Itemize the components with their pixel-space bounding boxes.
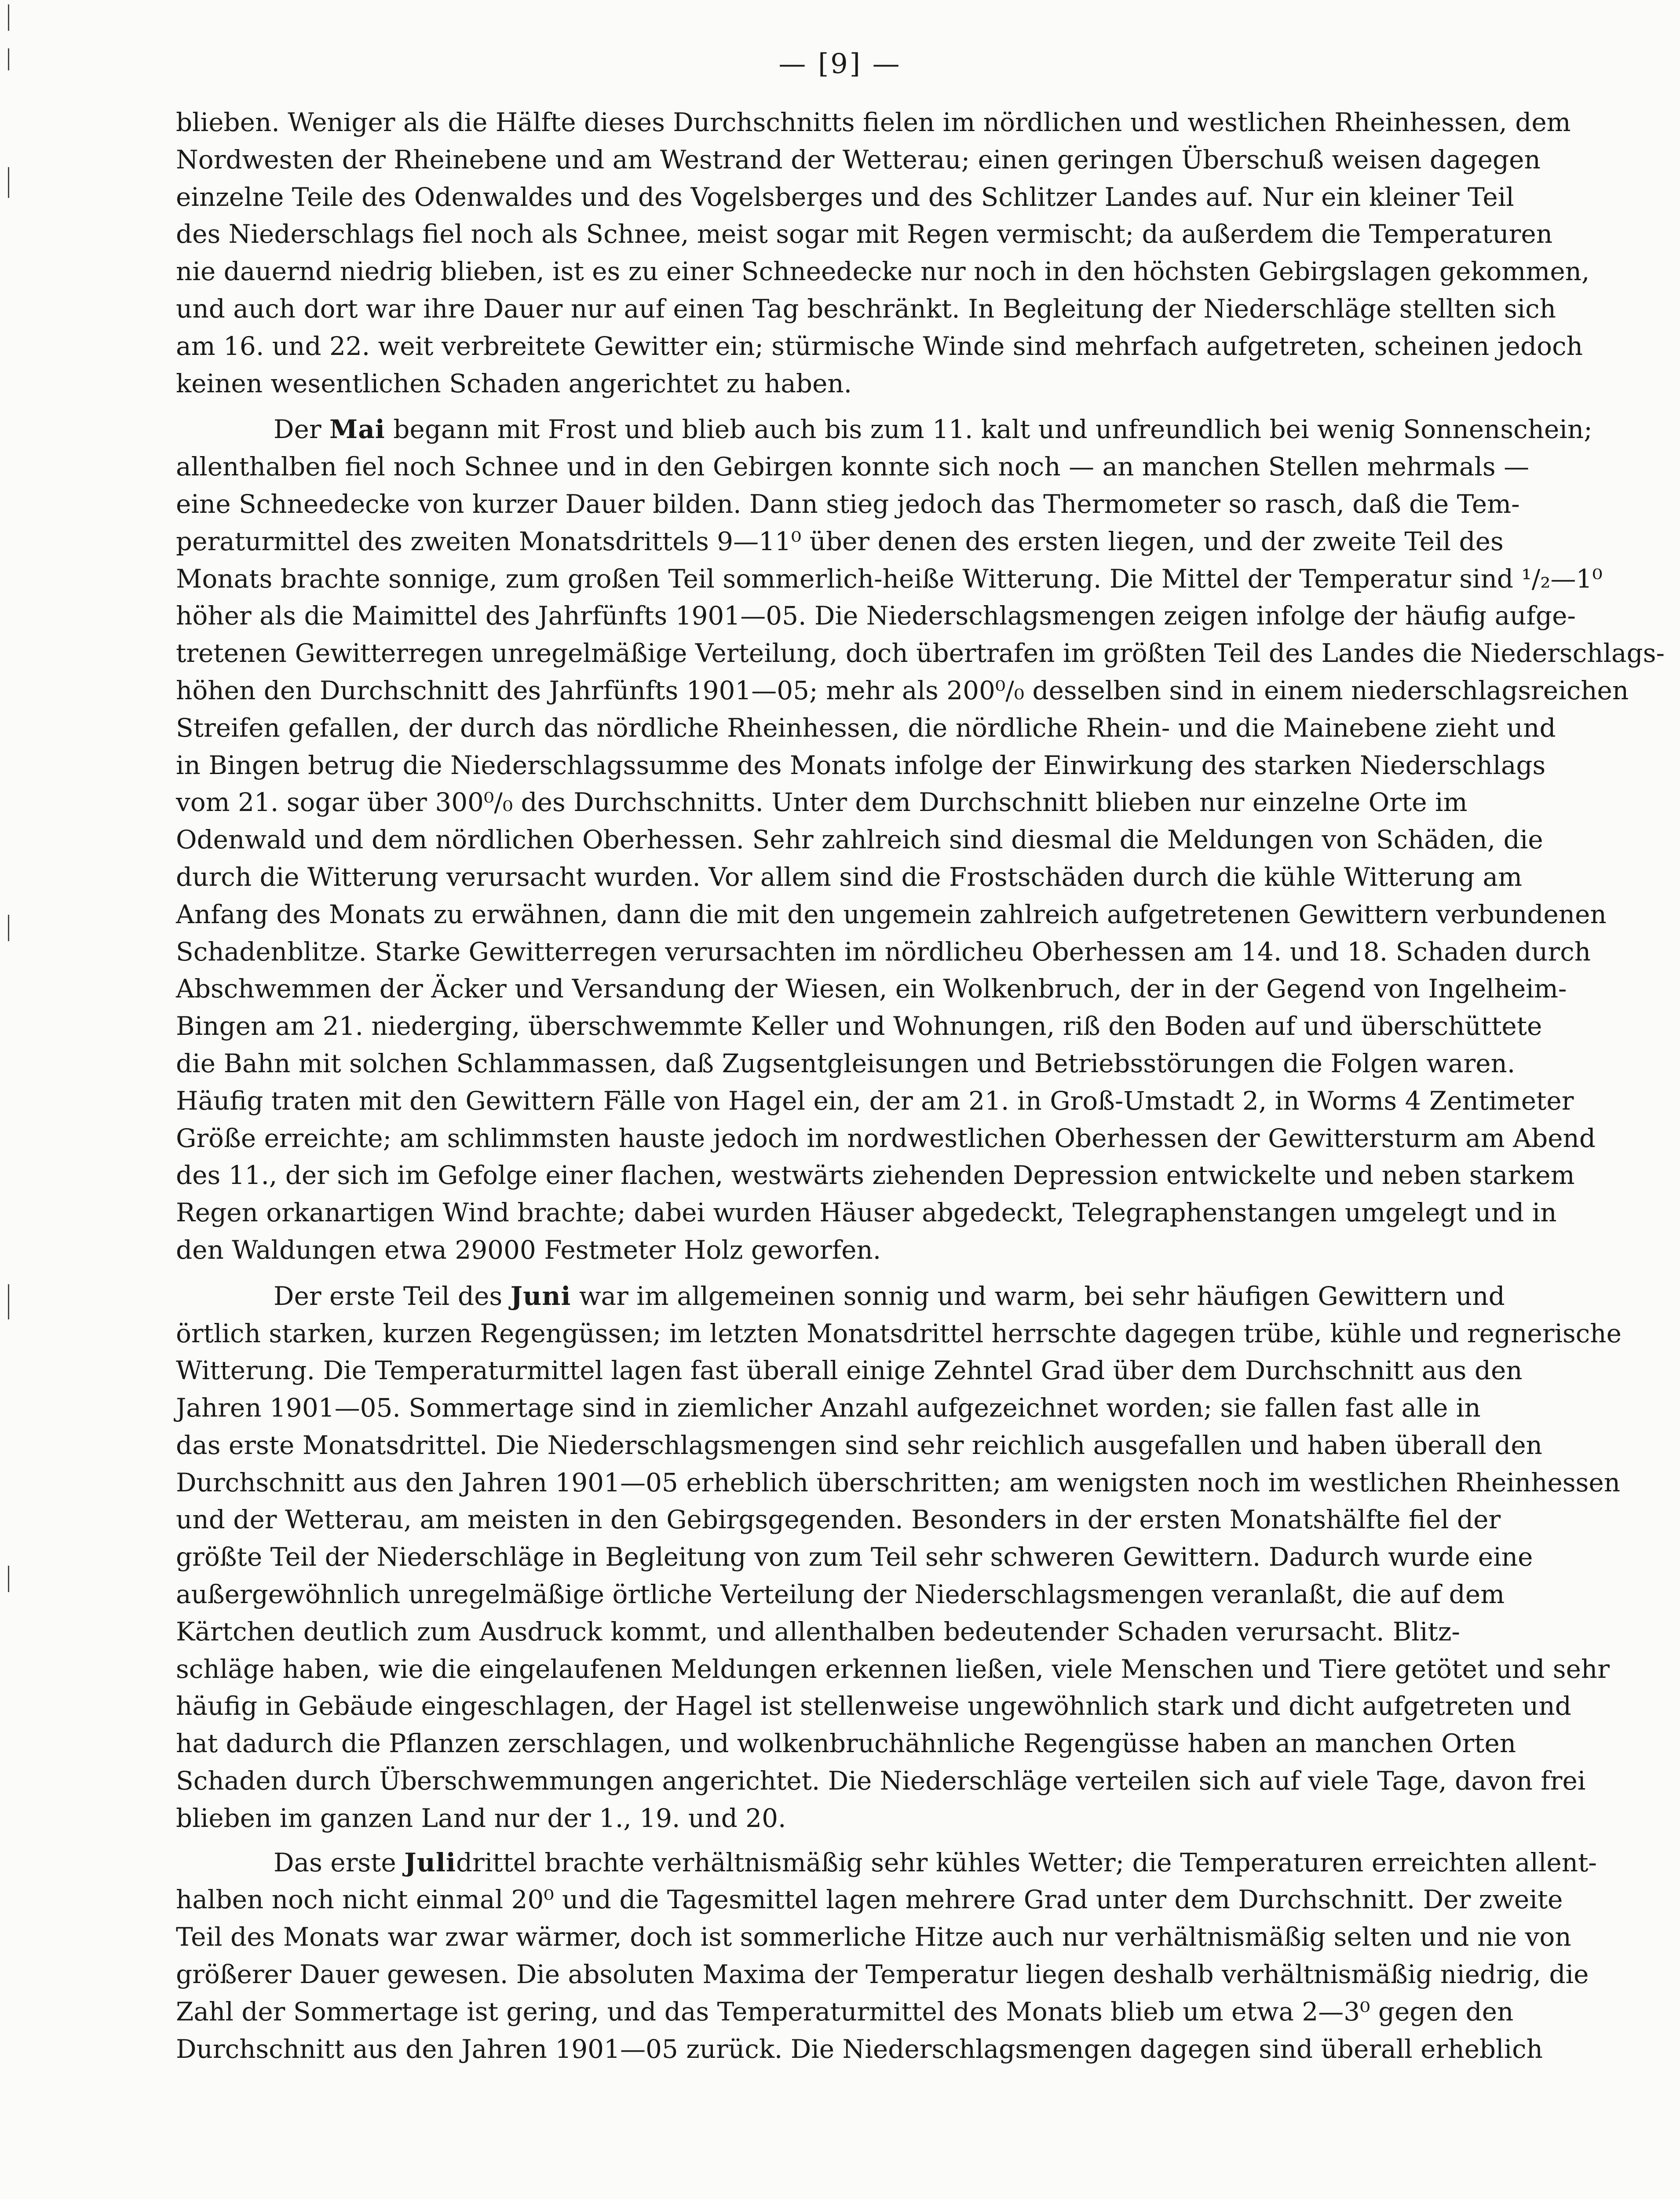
month-keyword: Mai: [329, 414, 385, 445]
text-line: vom 21. sogar über 300⁰/₀ des Durchschnitts. Unter dem Durchschnitt blieben nur einzelne Orte im: [176, 787, 1468, 818]
paragraph-prefix: Das erste: [274, 1847, 396, 1878]
text-line: Odenwald und dem nördlichen Oberhessen. Sehr zahlreich sind diesmal die Meldungen von Schäden, die: [176, 825, 1543, 855]
text-run: drittel brachte verhältnismäßig sehr kühles Wetter; die Temperaturen erreichten allent-: [456, 1847, 1597, 1878]
text-line: und der Wetterau, am meisten in den Gebirgsgegenden. Besonders in der ersten Monatshälfte fiel der: [176, 1505, 1501, 1535]
text-line: Teil des Monats war zwar wärmer, doch ist sommerliche Hitze auch nur verhältnismäßig selten und nie von: [176, 1922, 1571, 1952]
text-line: örtlich starken, kurzen Regengüssen; im letzten Monatsdrittel herrschte dagegen trübe, kühle und regnerische: [176, 1318, 1622, 1348]
paragraph-prefix: Der: [274, 414, 321, 445]
text-line: Abschwemmen der Äcker und Versandung der Wiesen, ein Wolkenbruch, der in der Gegend von Ingelheim-: [176, 974, 1567, 1004]
text-line: in Bingen betrug die Niederschlagssumme des Monats infolge der Einwirkung des starken Niederschlags: [176, 750, 1546, 780]
text-line: hat dadurch die Pflanzen zerschlagen, und wolkenbruchähnliche Regengüsse haben an manchen Orten: [176, 1728, 1516, 1759]
text-line: Größe erreichte; am schlimmsten hauste jedoch im nordwestlichen Oberhessen der Gewittersturm am Abend: [176, 1123, 1596, 1153]
page-number: — [9] —: [778, 47, 902, 80]
text-line: Monats brachte sonnige, zum großen Teil sommerlich-heiße Witterung. Die Mittel der Temperatur sind ¹/₂—1⁰: [176, 563, 1603, 594]
text-line: tretenen Gewitterregen unregelmäßige Verteilung, doch übertrafen im größten Teil des Landes die Niederschlags-: [176, 638, 1665, 668]
text-line: Durchschnitt aus den Jahren 1901—05 zurück. Die Niederschlagsmengen dagegen sind überall erheblich: [176, 2034, 1543, 2064]
text-line: Durchschnitt aus den Jahren 1901—05 erheblich überschritten; am wenigsten noch im westlichen Rheinhessen: [176, 1467, 1621, 1498]
text-line: größerer Dauer gewesen. Die absoluten Maxima der Temperatur liegen deshalb verhältnismäßig niedrig, die: [176, 1959, 1589, 1990]
month-keyword: Juli: [404, 1847, 456, 1878]
text-line: blieben. Weniger als die Hälfte dieses Durchschnitts fielen im nördlichen und westlichen Rheinhessen, dem: [176, 107, 1571, 137]
text-line: Jahren 1901—05. Sommertage sind in ziemlicher Anzahl aufgezeichnet worden; sie fallen fast alle in: [176, 1393, 1481, 1423]
text-line: [176, 1844, 1597, 1881]
text-line: Zahl der Sommertage ist gering, und das Temperaturmittel des Monats blieb um etwa 2—3⁰ gegen den: [176, 1996, 1514, 2027]
text-line: Schadenblitze. Starke Gewitterregen verursachten im nördlicheu Oberhessen am 14. und 18. Schaden durch: [176, 936, 1591, 967]
text-line: schläge haben, wie die eingelaufenen Meldungen erkennen ließen, viele Menschen und Tiere getötet und sehr: [176, 1654, 1610, 1684]
text-line: keinen wesentlichen Schaden angerichtet zu haben.: [176, 368, 852, 398]
text-line: allenthalben fiel noch Schnee und in den Gebirgen konnte sich noch — an manchen Stellen mehrmals —: [176, 452, 1530, 482]
text-line: höher als die Maimittel des Jahrfünfts 1901—05. Die Niederschlagsmengen zeigen infolge der häufig aufge-: [176, 601, 1576, 631]
paragraph-juni: [176, 1278, 1622, 1837]
scan-artifact: [8, 4, 9, 31]
text-line: halben noch nicht einmal 20⁰ und die Tagesmittel lagen mehrere Grad unter dem Durchschnitt. Der zweite: [176, 1885, 1563, 1915]
text-line: durch die Witterung verursacht wurden. Vor allem sind die Frostschäden durch die kühle Witterung am: [176, 862, 1523, 892]
text-line: außergewöhnlich unregelmäßige örtliche Verteilung der Niederschlagsmengen veranlaßt, die auf dem: [176, 1579, 1505, 1610]
text-line: und auch dort war ihre Dauer nur auf einen Tag beschränkt. In Begleitung der Niederschläge stellten sich: [176, 293, 1556, 324]
text-line: einzelne Teile des Odenwaldes und des Vogelsberges und des Schlitzer Landes auf. Nur ein kleiner Teil: [176, 182, 1514, 212]
text-line: Regen orkanartigen Wind brachte; dabei wurden Häuser abgedeckt, Telegraphenstangen umgelegt und in: [176, 1198, 1557, 1228]
text-line: Witterung. Die Temperaturmittel lagen fast überall einige Zehntel Grad über dem Durchschnitt aus den: [176, 1355, 1523, 1386]
text-line: eine Schneedecke von kurzer Dauer bilden. Dann stieg jedoch das Thermometer so rasch, daß die Tem-: [176, 489, 1520, 519]
paragraph-prefix: Der erste Teil des: [274, 1281, 503, 1311]
text-line: Streifen gefallen, der durch das nördliche Rheinhessen, die nördliche Rhein- und die Mainebene zieht und: [176, 712, 1556, 743]
text-line: größte Teil der Niederschläge in Begleitung von zum Teil sehr schweren Gewittern. Dadurch wurde eine: [176, 1542, 1533, 1572]
scan-artifact: [8, 915, 9, 941]
scan-artifact: [8, 1566, 9, 1592]
text-line: Anfang des Monats zu erwähnen, dann die mit den ungemein zahlreich aufgetretenen Gewittern verbundenen: [176, 899, 1607, 929]
text-run: war im allgemeinen sonnig und warm, bei sehr häufigen Gewittern und: [579, 1281, 1505, 1311]
text-line: Nordwesten der Rheinebene und am Westrand der Wetterau; einen geringen Überschuß weisen dagegen: [176, 144, 1541, 175]
scan-artifact: [8, 167, 9, 198]
text-line: des 11., der sich im Gefolge einer flachen, westwärts ziehenden Depression entwickelte und neben starkem: [176, 1160, 1575, 1191]
text-line: des Niederschlags fiel noch als Schnee, meist sogar mit Regen vermischt; da außerdem die Temperaturen: [176, 219, 1553, 249]
paragraph-mai: [176, 411, 1665, 1268]
text-line: das erste Monatsdrittel. Die Niederschlagsmengen sind sehr reichlich ausgefallen und haben überall den: [176, 1430, 1542, 1460]
paragraph-juli: [176, 1844, 1597, 2068]
text-line: höhen den Durchschnitt des Jahrfünfts 1901—05; mehr als 200⁰/₀ desselben sind in einem niederschlagsreichen: [176, 675, 1629, 705]
paragraph-april-continuation: [176, 104, 1590, 402]
text-line: am 16. und 22. weit verbreitete Gewitter ein; stürmische Winde sind mehrfach aufgetreten, scheinen jedoch: [176, 331, 1583, 361]
text-line: den Waldungen etwa 29000 Festmeter Holz geworfen.: [176, 1235, 881, 1265]
text-line: Bingen am 21. niederging, überschwemmte Keller und Wohnungen, riß den Boden auf und überschüttete: [176, 1011, 1542, 1041]
month-keyword: Juni: [510, 1281, 571, 1311]
text-line: Schaden durch Überschwemmungen angerichtet. Die Niederschläge verteilen sich auf viele Tage, davon frei: [176, 1766, 1586, 1796]
text-line: [176, 411, 1592, 448]
document-body: [176, 104, 1665, 2075]
scan-artifact: [8, 1284, 9, 1319]
text-line: nie dauernd niedrig blieben, ist es zu einer Schneedecke nur noch in den höchsten Gebirgslagen gekommen,: [176, 256, 1590, 287]
text-line: Kärtchen deutlich zum Ausdruck kommt, und allenthalben bedeutender Schaden verursacht. Blitz-: [176, 1616, 1460, 1647]
text-line: peraturmittel des zweiten Monatsdrittels 9—11⁰ über denen des ersten liegen, und der zweite Teil des: [176, 526, 1504, 556]
text-line: blieben im ganzen Land nur der 1., 19. und 20.: [176, 1803, 786, 1833]
text-line: [176, 1278, 1505, 1315]
text-line: die Bahn mit solchen Schlammassen, daß Zugsentgleisungen und Betriebsstörungen die Folgen waren.: [176, 1048, 1516, 1078]
text-line: häufig in Gebäude eingeschlagen, der Hagel ist stellenweise ungewöhnlich stark und dicht aufgetreten und: [176, 1691, 1571, 1721]
text-line: Häufig traten mit den Gewittern Fälle von Hagel ein, der am 21. in Groß-Umstadt 2, in Worms 4 Zentimeter: [176, 1085, 1574, 1116]
text-run: begann mit Frost und blieb auch bis zum 11. kalt und unfreundlich bei wenig Sonnenschein;: [393, 414, 1592, 445]
